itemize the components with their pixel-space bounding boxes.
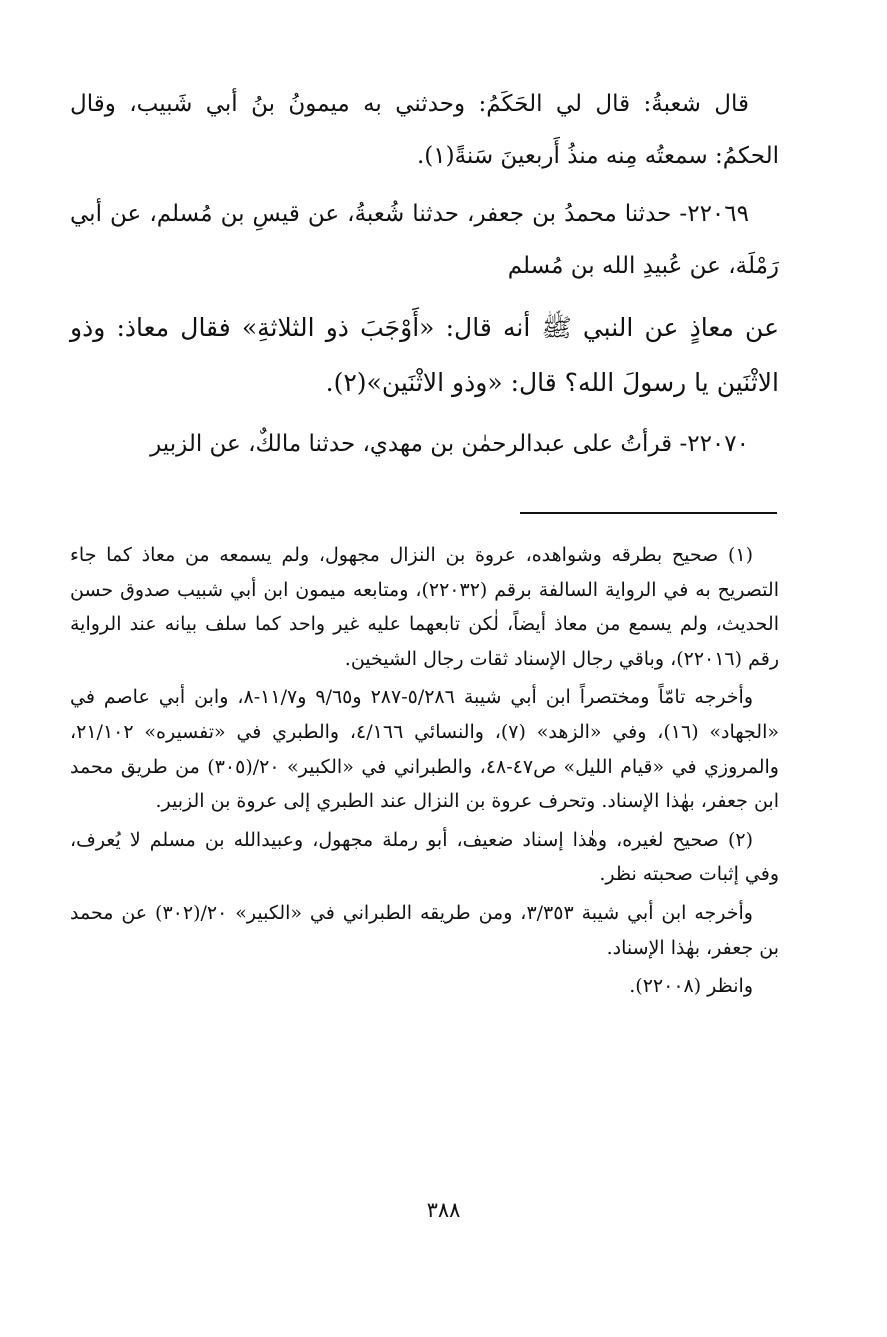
footnotes-section	[70, 538, 779, 1008]
footnote-2-continuation: وأخرجه ابن أبي شيبة ٣/٣٥٣، ومن طريقه الطبراني في «الكبير» ٢٠/(٣٠٢) عن محمد بن جعفر، بهٰذا الإسناد.	[70, 901, 779, 959]
footnote-1-continuation: وأخرجه تامّاً ومختصراً ابن أبي شيبة ٥/٢٨٦-٢٨٧ و٩/٦٥ و١١/٧-٨، وابن أبي عاصم في «الجهاد» (١٦)، وفي «الزهد» (٧)، والنسائي ٤/١٦٦، والطبري في «تفسيره» ٢١/١٠٢، والمروزي في «قيام الليل» ص٤٧-٤٨، والطبراني في «الكبير» ٢٠/(٣٠٥) من طريق محمد ابن جعفر، بهٰذا الإسناد. وتحرف عروة بن النزال عند الطبري إلى عروة بن الزبير.	[70, 686, 779, 813]
main-paragraph-hadith-22070: ٢٢٠٧٠- قرأتُ على عبدالرحمٰن بن مهدي، حدثنا مالكٌ، عن الزبير	[150, 431, 749, 457]
page-number: ٣٨٨	[426, 1198, 461, 1222]
footnote-2: (٢) صحيح لغيره، وهٰذا إسناد ضعيف، أبو رملة مجهول، وعبيدالله بن مسلم لا يُعرف، وفي إثبات صحبته نظر.	[70, 828, 779, 886]
footnote-2-see-also: وانظر (٢٢٠٠٨).	[629, 975, 753, 998]
main-text	[70, 78, 779, 470]
main-paragraph-hadith-22069-chain: ٢٢٠٦٩- حدثنا محمدُ بن جعفر، حدثنا شُعبةُ، عن قيسِ بن مُسلم، عن أبي رَمْلَة، عن عُبيدِ الله بن مُسلم	[70, 201, 779, 279]
footnote-divider	[520, 512, 777, 514]
footnote-1: (١) صحيح بطرقه وشواهده، عروة بن النزال مجهول، ولم يسمعه من معاذ كما جاء التصريح به في الرواية السالفة برقم (٢٢٠٣٢)، ومتابعه ميمون ابن أبي شبيب صدوق حسن الحديث، ولم يسمع من معاذ أيضاً، لٰكن تابعهما عليه غير واحد كما سلف بيانه عند الرواية رقم (٢٢٠١٦)، وباقي رجال الإسناد ثقات رجال الشيخين.	[70, 544, 779, 670]
main-paragraph-narration: قال شعبةُ: قال لي الحَكَمُ: وحدثني به ميمونُ بنُ أبي شَبيب، وقال الحكمُ: سمعتُه مِنه منذُ أَربعينَ سَنةً(١).	[70, 91, 779, 169]
main-paragraph-hadith-22069-text: عن معاذٍ عن النبي ﷺ أنه قال: «أَوْجَبَ ذو الثلاثةِ» فقال معاذ: وذو الاثْنَين يا رسولَ الله؟ قال: «وذو الاثْنَين»(٢).	[70, 313, 779, 397]
